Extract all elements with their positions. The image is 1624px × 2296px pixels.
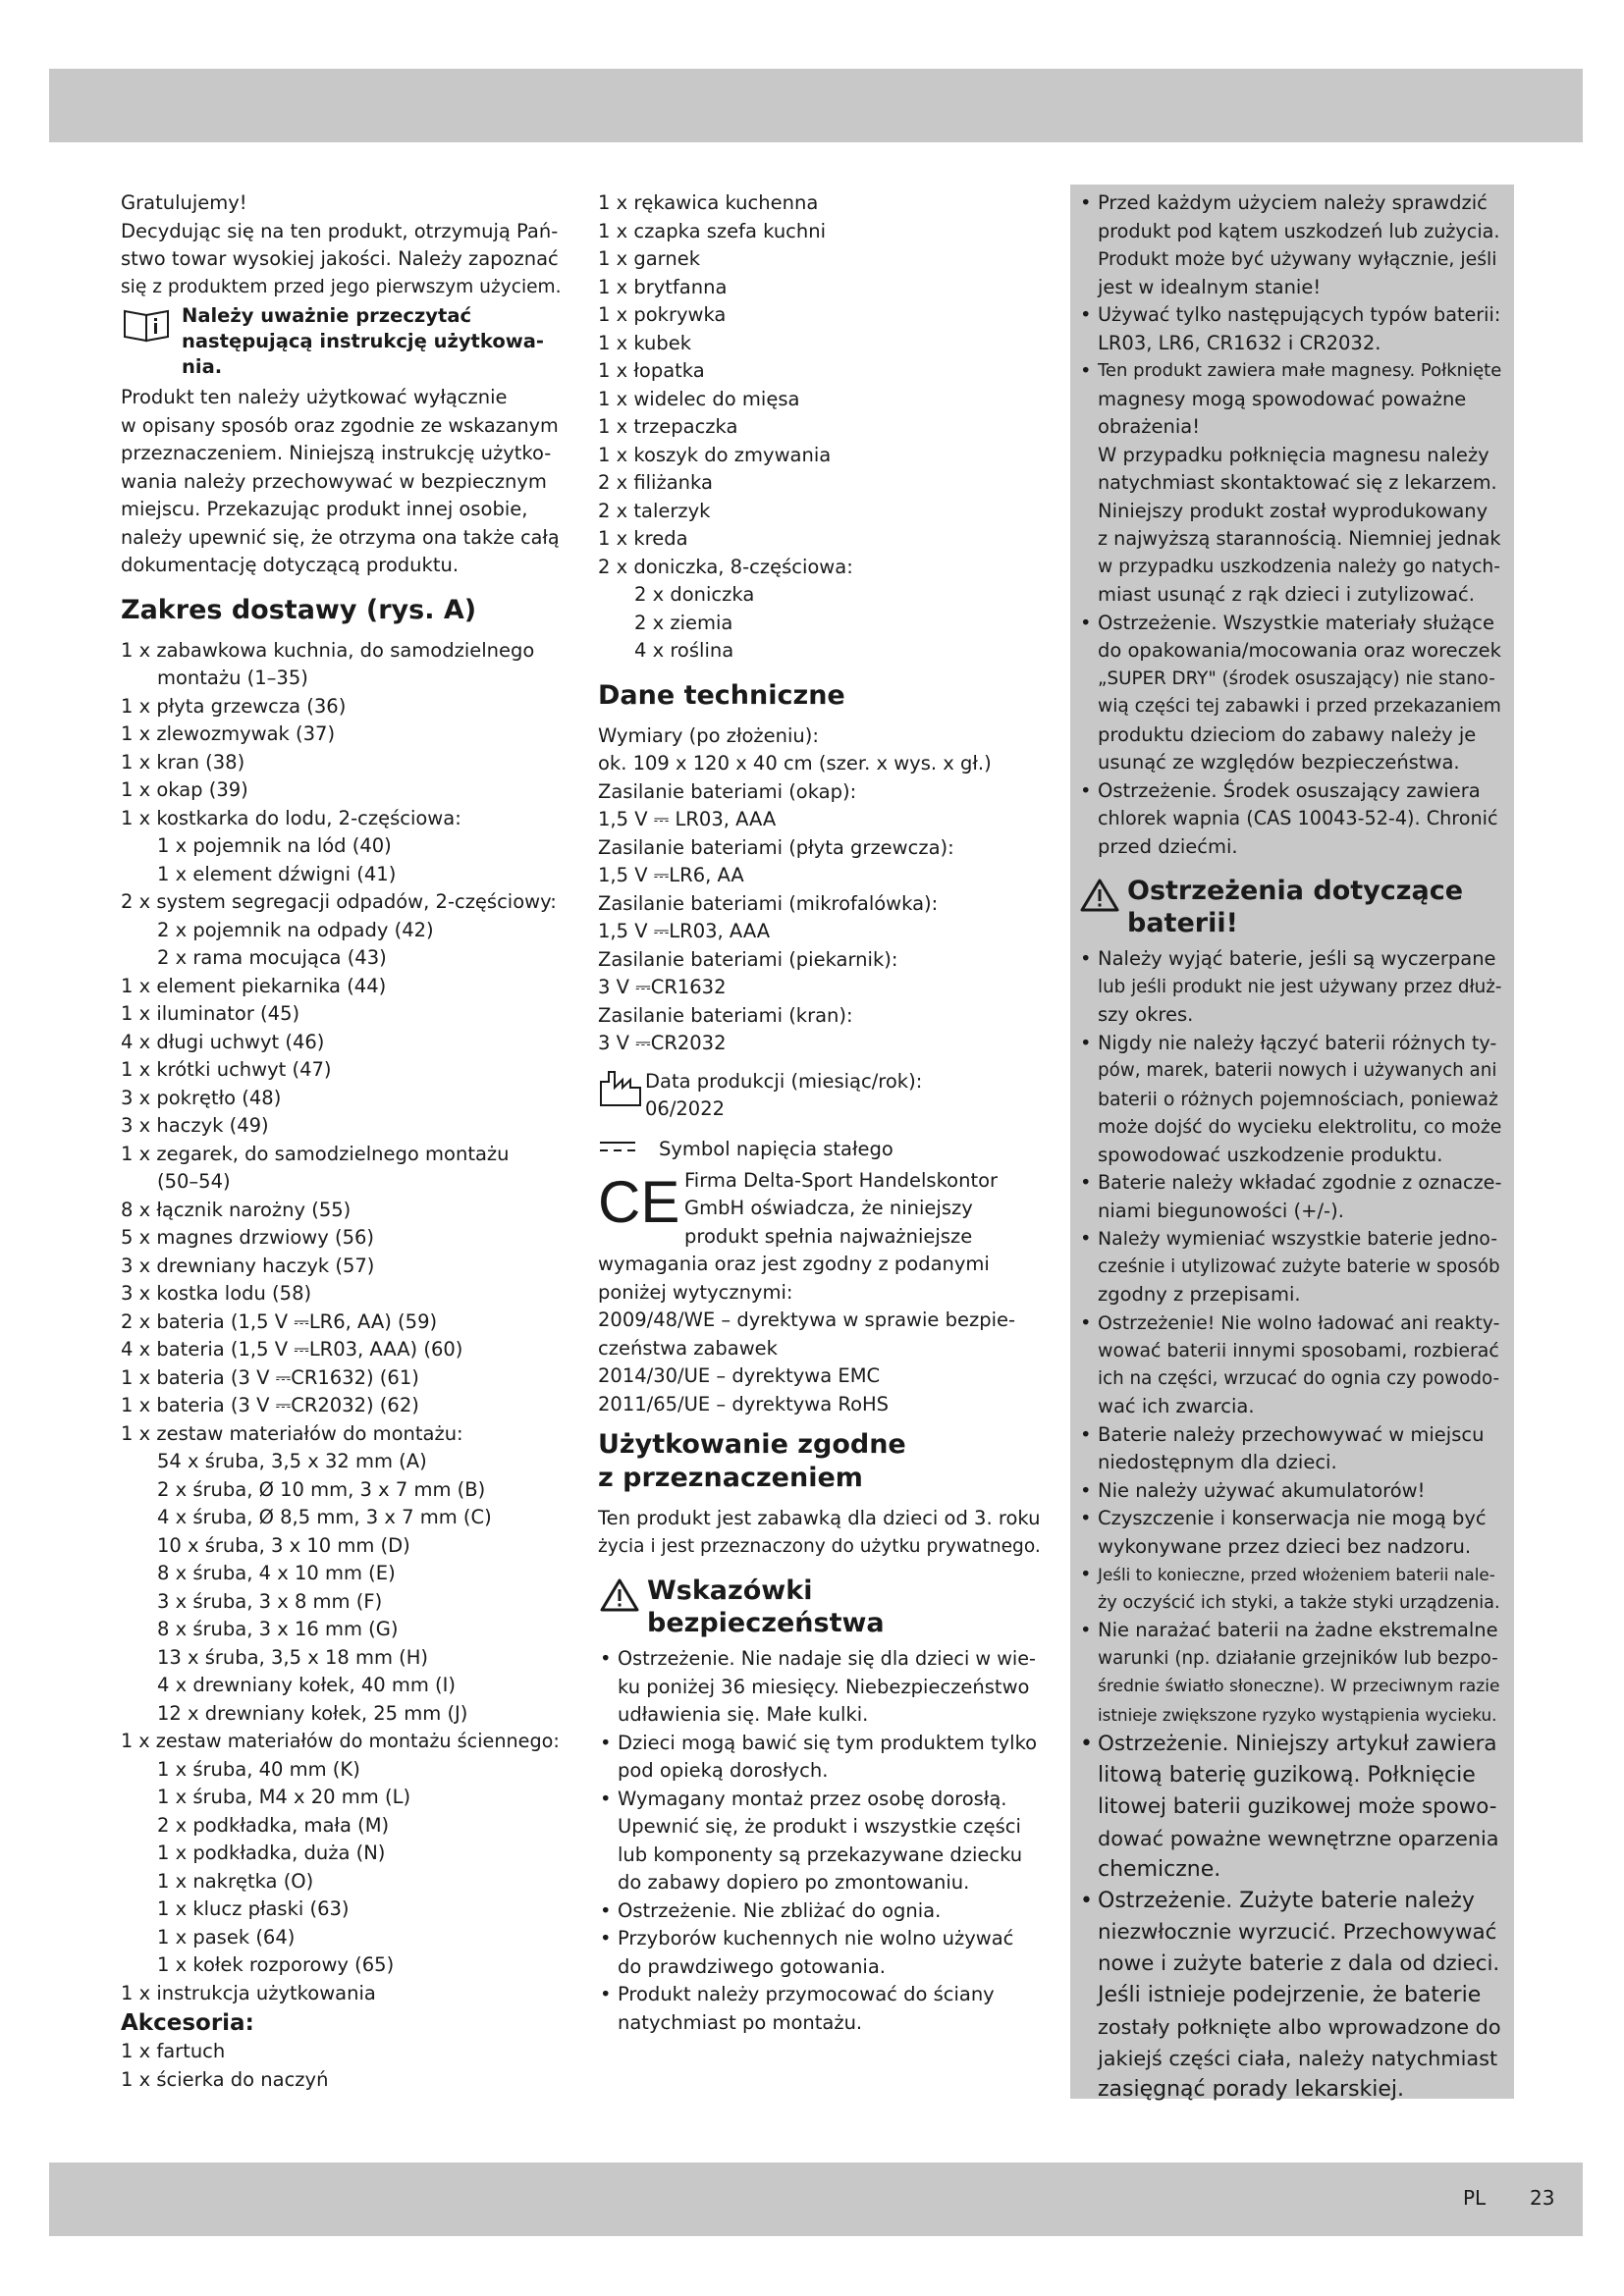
safety-heading: Wskazówki bezpieczeństwa (598, 1575, 1040, 1639)
text-line: 1 x śruba, M4 x 20 mm (L) (157, 1786, 411, 1808)
text-line: Zasilanie bateriami (kran): (598, 1003, 853, 1027)
bullet-line: chemiczne. (1098, 1857, 1221, 1882)
text-line: 3 V ⎓CR1632 (598, 976, 727, 998)
ce-mark: CE (598, 1168, 680, 1235)
text-line: 1 x kubek (598, 331, 692, 354)
dc-symbol-row: Symbol napięcia stałego (598, 1136, 1040, 1165)
bullet-item (1078, 1169, 1500, 1225)
text-line: Zasilanie bateriami (okap): (598, 779, 857, 803)
bullet-line: zgodny z przepisami. (1098, 1283, 1301, 1306)
bullet-line: może dojść do wycieku elektrolitu, co może (1098, 1116, 1502, 1138)
text-line: 3 x haczyk (49) (121, 1114, 269, 1137)
bullet-line: • Dzieci mogą bawić się tym produktem tylko (618, 1731, 1038, 1754)
text-line: (50–54) (157, 1170, 231, 1193)
bullet-line: zostały połknięte albo wprowadzone do (1098, 2015, 1501, 2039)
bullet-item (1078, 777, 1500, 862)
bullet-line: • Ostrzeżenie. Środek osuszający zawiera (1098, 778, 1481, 802)
text-line: 3 V ⎓CR2032 (598, 1032, 727, 1054)
text-line: Produkt ten należy użytkować wyłącznie (121, 386, 508, 408)
bullet-line: magnesy mogą spowodować poważne (1098, 387, 1467, 410)
bullet-line: ku poniżej 36 miesięcy. Niebezpieczeństwo (618, 1675, 1030, 1698)
bullet-item (598, 1897, 1040, 1926)
intro-text (121, 189, 563, 301)
ce-declaration-continued (598, 1251, 1040, 1418)
bullet-item (1078, 1477, 1500, 1506)
text-line: 1 x element dźwigni (41) (157, 862, 397, 885)
text-line: 1 x kostkarka do lodu, 2-częściowa: (121, 806, 461, 829)
production-date (598, 1068, 1040, 1124)
text-line: 1,5 V ⎓ LR03, AAA (598, 808, 777, 830)
text-line: 4 x drewniany kołek, 40 mm (I) (157, 1674, 457, 1696)
bullet-item (598, 1981, 1040, 2037)
text-line: 8 x śruba, 3 x 16 mm (G) (157, 1618, 399, 1640)
scope-list (121, 637, 563, 2008)
text-line: 1 x iluminator (45) (121, 1002, 300, 1025)
text-line: 8 x łącznik narożny (55) (121, 1198, 352, 1221)
bullet-line: produktu dzieciom do zabawy należy je (1098, 722, 1477, 746)
text-line: 2 x bateria (1,5 V ⎓LR6, AA) (59) (121, 1309, 438, 1333)
bullet-item (1078, 1225, 1500, 1309)
text-line: wania należy przechowywać w bezpiecznym (121, 469, 547, 493)
warning-triangle-icon (600, 1578, 639, 1612)
bullet-line: Produkt może być używany wyłącznie, jeśli (1098, 248, 1497, 270)
text-line: 8 x śruba, 4 x 10 mm (E) (157, 1562, 396, 1584)
bullet-line: do zabawy dopiero po zmontowaniu. (618, 1871, 970, 1894)
bullet-line: • Czyszczenie i konserwacja nie mogą być (1098, 1507, 1487, 1529)
text-line: dokumentację dotyczącą produktu. (121, 554, 460, 576)
factory-date-icon (598, 1068, 643, 1107)
bullet-line: pod opieką dorosłych. (618, 1759, 829, 1782)
bullet-line: natychmiast po montażu. (618, 2010, 863, 2034)
bullet-line: pów, marek, baterii nowych i używanych ani (1098, 1060, 1497, 1081)
text-line: przeznaczeniem. Niniejszą instrukcję użytko- (121, 442, 552, 464)
tech-data-list (598, 722, 1040, 1058)
text-line: 2 x doniczka (634, 583, 755, 606)
text-line: 2 x talerzyk (598, 499, 711, 522)
safety-list (598, 1645, 1040, 2037)
bullet-line: • Wymagany montaż przez osobę dorosłą. (618, 1787, 1007, 1810)
text-line: 1 x zabawkowa kuchnia, do samodzielnego (121, 638, 535, 662)
bullet-line: • Używać tylko następujących typów baterii: (1098, 303, 1501, 326)
text-line: 1 x pasek (64) (157, 1925, 296, 1949)
bullet-item (598, 1645, 1040, 1730)
bullet-item (598, 1925, 1040, 1981)
text-line: 2011/65/UE – dyrektywa RoHS (598, 1392, 890, 1415)
bullet-line: szy okres. (1098, 1003, 1194, 1026)
text-line: 06/2022 (645, 1097, 726, 1120)
text-line: 2 x system segregacji odpadów, 2-częściowy: (121, 890, 557, 913)
text-line: miejscu. Przekazując produkt innej osobie, (121, 498, 528, 520)
bullet-line: lub jeśli produkt nie jest używany przez dłuż- (1098, 976, 1502, 997)
bullet-line: • Ostrzeżenie! Nie wolno ładować ani reakty- (1098, 1311, 1500, 1334)
bullet-line: istnieje zwiększone ryzyko wystąpienia wycieku. (1098, 1704, 1497, 1725)
bullet-line: • Jeśli to konieczne, przed włożeniem baterii nale- (1098, 1565, 1495, 1584)
header-bar (49, 69, 1583, 142)
safety-list-continued (1078, 189, 1500, 861)
column-left (121, 189, 563, 2094)
bullet-line: • Ostrzeżenie. Zużyte baterie należy (1098, 1889, 1475, 1913)
text-line: 54 x śruba, 3,5 x 32 mm (A) (157, 1450, 427, 1472)
text-line: wymagania oraz jest zgodny z podanymi (598, 1253, 990, 1275)
text-line: 3 x kostka lodu (58) (121, 1282, 312, 1305)
text-line: następującą instrukcję użytkowa- (182, 330, 544, 352)
text-line: 1 x śruba, 40 mm (K) (157, 1757, 360, 1781)
text-line: 3 x drewniany haczyk (57) (121, 1254, 375, 1277)
text-line: Wymiary (po złożeniu): (598, 723, 819, 747)
bullet-line: litowej baterii guzikowej może spowo- (1098, 1794, 1497, 1819)
text-line: 2 x podkładka, mała (M) (157, 1813, 390, 1837)
text-line: należy upewnić się, że otrzyma ona także całą (121, 525, 560, 549)
bullet-line: litową baterię guzikową. Połknięcie (1098, 1763, 1476, 1788)
bullet-line: • Nie narażać baterii na żadne ekstremalne (1098, 1619, 1498, 1641)
text-line: 1 x instrukcja użytkowania (121, 1981, 376, 2004)
bullet-line: nowe i zużyte baterie z dala od dzieci. (1098, 1951, 1500, 1976)
text-line: montażu (1–35) (157, 667, 308, 689)
bullet-line: udławienia się. Małe kulki. (618, 1703, 869, 1726)
text-line: 1 x zlewozmywak (37) (121, 722, 336, 745)
text-line: 2 x rama mocująca (43) (157, 946, 387, 969)
text-line: Zasilanie bateriami (mikrofalówka): (598, 891, 939, 915)
bullet-line: zasięgnąć porady lekarskiej. (1098, 2077, 1405, 2102)
bullet-line: • Ten produkt zawiera małe magnesy. Połknięte (1098, 360, 1502, 381)
bullet-line: • Ostrzeżenie. Nie nadaje się dla dzieci w wie- (618, 1647, 1036, 1670)
text-line: 10 x śruba, 3 x 10 mm (D) (157, 1533, 410, 1557)
text-line: 2 x ziemia (634, 611, 733, 634)
text-line: 1 x okap (39) (121, 778, 248, 801)
bullet-line: dować poważne wewnętrzne oparzenia (1098, 1827, 1499, 1850)
dc-voltage-icon (598, 1136, 637, 1159)
text-line: Data produkcji (miesiąc/rok): (645, 1069, 923, 1093)
text-line: 3 x pokrętło (48) (121, 1086, 282, 1109)
accessories-heading: Akcesoria: (121, 2010, 254, 2036)
text-line: 1 x pokrywka (598, 303, 727, 326)
bullet-item (1078, 1729, 1500, 1886)
bullet-line: • Ostrzeżenie. Wszystkie materiały służące (1098, 611, 1494, 634)
text-line: Należy uważnie przeczytać (182, 304, 472, 327)
bullet-line: LR03, LR6, CR1632 i CR2032. (1098, 331, 1381, 354)
text-line: 4 x śruba, Ø 8,5 mm, 3 x 7 mm (C) (157, 1506, 492, 1528)
bullet-line: warunki (np. działanie grzejników lub bezpo- (1098, 1647, 1498, 1669)
text-line: 1,5 V ⎓LR6, AA (598, 864, 744, 886)
bullet-line: • Ostrzeżenie. Nie zbliżać do ognia. (618, 1898, 942, 1922)
text-line: 4 x długi uchwyt (46) (121, 1030, 325, 1053)
text-line: 3 x śruba, 3 x 8 mm (F) (157, 1589, 383, 1613)
text-line: GmbH oświadcza, że niniejszy (684, 1197, 973, 1219)
bullet-line: Niniejszy produkt został wyprodukowany (1098, 499, 1489, 522)
read-instructions-notice (121, 303, 563, 380)
bullet-line: do prawdziwego gotowania. (618, 1954, 886, 1978)
bullet-line: • Baterie należy przechowywać w miejscu (1098, 1422, 1485, 1446)
bullet-line: Upewnić się, że produkt i wszystkie części (618, 1815, 1021, 1838)
text-line: 2 x filiżanka (598, 471, 713, 494)
text-line: 2 x doniczka, 8-częściowa: (598, 555, 853, 578)
text-line: 4 x bateria (1,5 V ⎓LR03, AAA) (60) (121, 1338, 463, 1361)
bullet-line: produkt pod kątem uszkodzeń lub zużycia. (1098, 219, 1500, 242)
bullet-line: wykonywane przez dzieci bez nadzoru. (1098, 1534, 1472, 1558)
text-line: 1 x bateria (3 V ⎓CR1632) (61) (121, 1365, 419, 1389)
bullet-item (1078, 301, 1500, 357)
bullet-item (1078, 1309, 1500, 1421)
bullet-line: niezwłocznie wyrzucić. Przechowywać (1098, 1920, 1497, 1945)
text-line: 1 x klucz płaski (63) (157, 1897, 350, 1920)
text-line: 1 x ścierka do naczyń (121, 2067, 329, 2091)
book-info-icon (123, 307, 172, 343)
bullet-line: w przypadku uszkodzenia należy go natych- (1098, 556, 1500, 577)
column-middle (598, 189, 1040, 2037)
text-line: 1 x element piekarnika (44) (121, 974, 387, 997)
text-line: 1 x łopatka (598, 359, 705, 382)
bullet-line: chlorek wapnia (CAS 10043-52-4). Chronić (1098, 807, 1498, 829)
button-cell-warnings-list (1078, 1729, 1500, 2106)
text-line: 2 x pojemnik na odpady (42) (157, 918, 434, 941)
text-line: 1 x krótki uchwyt (47) (121, 1058, 332, 1081)
bullet-item (1078, 945, 1500, 1030)
text-line: stwo towar wysokiej jakości. Należy zapoznać (121, 247, 559, 270)
bullet-line: • Przyborów kuchennych nie wolno używać (618, 1927, 1014, 1949)
bullet-line: przed dziećmi. (1098, 834, 1238, 858)
bullet-line: wać ich zwarcia. (1098, 1395, 1255, 1417)
text-line: 1 x zestaw materiałów do montażu ściennego: (121, 1730, 560, 1752)
text-line: 2009/48/WE – dyrektywa w sprawie bezpie- (598, 1308, 1016, 1331)
text-line: 1 x widelec do mięsa (598, 387, 800, 410)
text-line: się z produktem przed jego pierwszym użyciem. (121, 276, 562, 297)
tech-data-heading: Dane techniczne (598, 679, 845, 711)
intended-use-text (598, 1505, 1040, 1561)
bullet-line: • Nigdy nie należy łączyć baterii różnych ty- (1098, 1031, 1497, 1054)
bullet-item (1078, 1561, 1500, 1617)
bullet-line: ży oczyścić ich styki, a także styki urządzenia. (1098, 1592, 1500, 1613)
text-line: Zasilanie bateriami (płyta grzewcza): (598, 835, 954, 859)
bullet-line: usunąć ze względów bezpieczeństwa. (1098, 751, 1460, 774)
bullet-line: jakiejś części ciała, należy natychmiast (1098, 2047, 1498, 2070)
usage-text (121, 384, 563, 580)
text-line: 1 x kołek rozporowy (65) (157, 1953, 395, 1976)
bullet-line: • Należy wyjąć baterie, jeśli są wyczerpane (1098, 947, 1496, 970)
bullet-line: • Nie należy używać akumulatorów! (1098, 1478, 1426, 1502)
bullet-item (1078, 357, 1500, 610)
footer-bar (49, 2163, 1583, 2236)
text-line: czeństwa zabawek (598, 1336, 778, 1360)
text-line: 1 x fartuch (121, 2040, 226, 2062)
bullet-line: niami biegunowości (+/-). (1098, 1199, 1344, 1222)
text-line: 4 x roślina (634, 639, 734, 662)
bullet-item (1078, 1886, 1500, 2106)
text-line: 2 x śruba, Ø 10 mm, 3 x 7 mm (B) (157, 1477, 486, 1501)
text-line: 13 x śruba, 3,5 x 18 mm (H) (157, 1645, 429, 1669)
text-line: 1 x brytfanna (598, 275, 728, 298)
bullet-line: wią części tej zabawki i przed przekazaniem (1098, 696, 1501, 717)
bullet-line: jest w idealnym stanie! (1098, 275, 1322, 298)
bullet-line: natychmiast skontaktować się z lekarzem. (1098, 471, 1497, 494)
accessories-list-continued (598, 189, 1040, 666)
bullet-item (1078, 1421, 1500, 1477)
text-line: 1 x czapka szefa kuchni (598, 219, 827, 242)
text-line: 1 x podkładka, duża (N) (157, 1842, 386, 1864)
bullet-line: • Baterie należy wkładać zgodnie z oznacze- (1098, 1171, 1502, 1194)
text-line: 1 x zestaw materiałów do montażu: (121, 1421, 463, 1445)
bullet-line: lub komponenty są przekazywane dziecku (618, 1842, 1023, 1866)
ce-declaration (598, 1167, 1040, 1252)
text-line: 1 x pojemnik na lód (40) (157, 834, 392, 857)
text-line: 1 x kreda (598, 527, 688, 550)
text-line: ok. 109 x 120 x 40 cm (szer. x wys. x gł.) (598, 752, 992, 774)
text-line: Decydując się na ten produkt, otrzymują Pań- (121, 219, 559, 242)
page-number: 23 (1530, 2186, 1555, 2210)
bullet-line: niedostępnym dla dzieci. (1098, 1451, 1337, 1473)
bullet-item (1078, 610, 1500, 777)
bullet-item (598, 1730, 1040, 1786)
text-line: 1 x płyta grzewcza (36) (121, 694, 347, 718)
bullet-line: • Produkt należy przymocować do ściany (618, 1983, 995, 2005)
text-line: produkt spełnia najważniejsze (684, 1224, 973, 1248)
warning-triangle-icon (1080, 879, 1119, 912)
battery-warnings-heading: Ostrzeżenia dotyczące baterii! (1078, 875, 1500, 939)
text-line: 1 x rękawica kuchenna (598, 191, 819, 214)
text-line: 1,5 V ⎓LR03, AAA (598, 920, 771, 942)
text-line: poniżej wytycznymi: (598, 1280, 793, 1304)
bullet-line: cześnie i utylizować zużyte baterie w sposób (1098, 1255, 1500, 1277)
bullet-line: • Przed każdym użyciem należy sprawdzić (1098, 191, 1488, 214)
text-line: Ten produkt jest zabawką dla dzieci od 3. roku (598, 1507, 1041, 1529)
bullet-line: spowodować uszkodzenie produktu. (1098, 1143, 1443, 1166)
bullet-item (1078, 1030, 1500, 1170)
bullet-line: średnie światło słoneczne). W przeciwnym razie (1098, 1677, 1500, 1696)
bullet-item (1078, 1617, 1500, 1729)
text-line: Gratulujemy! (121, 191, 247, 214)
text-line: Zasilanie bateriami (piekarnik): (598, 947, 898, 971)
bullet-line: • Ostrzeżenie. Niniejszy artykuł zawiera (1098, 1732, 1497, 1756)
bullet-line: do opakowania/mocowania oraz woreczek (1098, 639, 1501, 662)
text-line: nia. (182, 355, 223, 378)
bullet-item (598, 1786, 1040, 1897)
bullet-item (1078, 1505, 1500, 1561)
bullet-item (1078, 189, 1500, 301)
bullet-line: „SUPER DRY" (środek osuszający) nie stano- (1098, 667, 1495, 689)
bullet-line: • Należy wymieniać wszystkie baterie jedno- (1098, 1228, 1498, 1250)
text-line: 1 x zegarek, do samodzielnego montażu (121, 1142, 510, 1165)
text-line: 1 x bateria (3 V ⎓CR2032) (62) (121, 1394, 419, 1416)
text-line: życia i jest przeznaczony do użytku prywatnego. (598, 1535, 1041, 1557)
scope-heading: Zakres dostawy (rys. A) (121, 594, 477, 625)
text-line: 1 x kran (38) (121, 750, 245, 774)
text-line: 5 x magnes drzwiowy (56) (121, 1226, 375, 1249)
bullet-line: W przypadku połknięcia magnesu należy (1098, 443, 1489, 466)
bullet-line: baterii o różnych pojemnościach, ponieważ (1098, 1088, 1498, 1110)
text-line: Firma Delta-Sport Handelskontor (684, 1168, 999, 1192)
text-line: 12 x drewniany kołek, 25 mm (J) (157, 1701, 468, 1725)
bullet-line: wować baterii innymi sposobami, rozbierać (1098, 1340, 1499, 1362)
language-code: PL (1463, 2186, 1487, 2210)
bullet-line: obrażenia! (1098, 415, 1201, 438)
accessories-list (121, 2038, 563, 2094)
battery-warnings-list (1078, 945, 1500, 1729)
bullet-line: ich na części, wrzucać do ognia czy powodo- (1098, 1367, 1500, 1389)
text-line: 1 x koszyk do zmywania (598, 443, 832, 466)
column-right-shaded (1070, 185, 1514, 2102)
text-line: 1 x trzepaczka (598, 415, 738, 438)
text-line: 1 x nakrętka (O) (157, 1869, 314, 1893)
bullet-line: z najwyższą starannością. Niemniej jednak (1098, 527, 1501, 550)
text-line: 1 x garnek (598, 247, 700, 270)
text-line: 2014/30/UE – dyrektywa EMC (598, 1364, 881, 1387)
intended-use-heading: Użytkowanie zgodne z przeznaczeniem (598, 1429, 906, 1493)
bullet-line: miast usunąć z rąk dzieci i zutylizować. (1098, 583, 1475, 606)
bullet-line: Jeśli istnieje podejrzenie, że baterie (1098, 1983, 1482, 2007)
text-line: w opisany sposób oraz zgodnie ze wskazanym (121, 413, 559, 437)
